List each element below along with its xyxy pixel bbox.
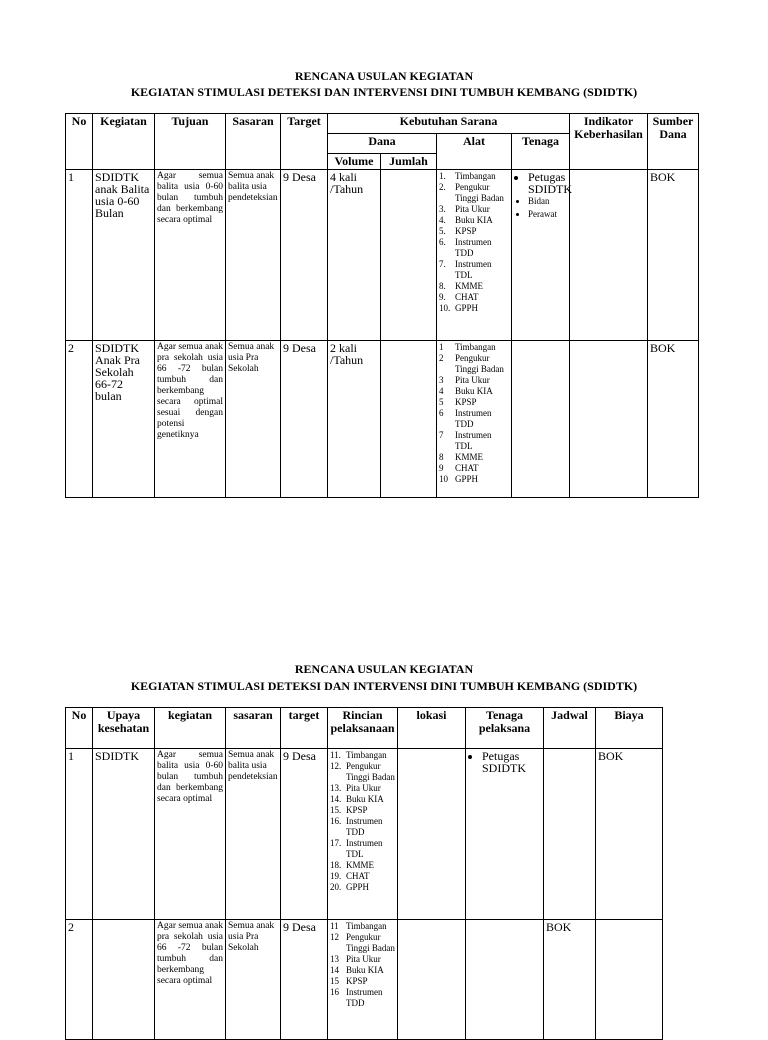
list-text: Pita Ukur (346, 954, 381, 964)
list-item (330, 882, 395, 893)
list-number: 5. (439, 226, 446, 236)
row-alat (437, 341, 512, 498)
list-item (330, 761, 395, 783)
list-text: Timbangan (346, 750, 387, 760)
list-item (439, 386, 509, 397)
row-sumber: BOK (648, 341, 699, 498)
list-item (439, 182, 509, 204)
row-sasaran: Semua anak usia Pra Sekolah (226, 920, 281, 1040)
row-rincian (328, 920, 398, 1040)
list-number: 9. (439, 292, 446, 302)
list-text: KPSP (346, 805, 368, 815)
doc-title-2: RENCANA USULAN KEGIATAN (294, 662, 474, 676)
header-volume: Volume (328, 154, 381, 170)
list-text: Pengukur Tinggi Badan (346, 932, 395, 953)
header-jumlah: Jumlah (381, 154, 437, 170)
list-item (330, 871, 395, 882)
list-number: 10 (439, 474, 448, 484)
list-item: • Petugas SDIDTK (528, 171, 567, 195)
list-text: Pengukur Tinggi Badan (455, 353, 504, 374)
list-item (439, 430, 509, 452)
list-number: 4 (439, 386, 444, 396)
doc-subtitle-1: KEGIATAN STIMULASI DETEKSI DAN INTERVENSI DINI TUMBUH KEMBANG (SDIDTK) (130, 85, 638, 99)
list-text: KMME (346, 860, 375, 870)
row-indikator (570, 170, 648, 341)
row-kegiatan: SDIDTK anak Balita usia 0-60 Bulan (93, 170, 155, 341)
list-item (439, 397, 509, 408)
list-text: Pita Ukur (455, 204, 490, 214)
alat-list (439, 171, 509, 314)
row-volume: 4 kali /Tahun (328, 170, 381, 341)
row-sumber: BOK (648, 170, 699, 341)
list-text: GPPH (455, 474, 479, 484)
list-text: Instrumen TDL (346, 838, 383, 859)
header-no: No (66, 114, 93, 170)
list-number: 7. (439, 259, 446, 269)
row-biaya: BOK (596, 749, 663, 920)
header-upaya: Upaya kesehatan (93, 708, 155, 749)
row-lokasi (398, 749, 466, 920)
table-row (66, 170, 699, 341)
list-number: 11 (330, 921, 339, 931)
header-tujuan: Tujuan (155, 114, 226, 170)
list-text: Pita Ukur (455, 375, 490, 385)
list-number: 5 (439, 397, 444, 407)
list-number: 16. (330, 816, 342, 826)
header-sasaran: Sasaran (226, 114, 281, 170)
list-item (439, 474, 509, 485)
header-target: target (281, 708, 328, 749)
list-text: GPPH (455, 303, 479, 313)
list-text: GPPH (346, 882, 370, 892)
row-target: 9 Desa (281, 749, 328, 920)
row-upaya: SDIDTK (93, 749, 155, 920)
list-number: 1. (439, 171, 446, 181)
list-item (439, 408, 509, 430)
list-number: 3. (439, 204, 446, 214)
tenaga-list (514, 170, 572, 221)
list-text: Instrumen TDD (455, 237, 492, 258)
list-number: 4. (439, 215, 446, 225)
list-item (330, 805, 395, 816)
list-item: • Bidan (528, 195, 567, 208)
header-sasaran: sasaran (226, 708, 281, 749)
list-number: 2 (439, 353, 444, 363)
header-dana: Dana (328, 134, 437, 154)
list-text: KPSP (455, 397, 477, 407)
header-rincian: Rincian pelaksanaan (328, 708, 398, 749)
list-item (439, 171, 509, 182)
row-upaya (93, 920, 155, 1040)
list-number: 9 (439, 463, 444, 473)
list-text: Pengukur Tinggi Badan (346, 761, 395, 782)
list-item (330, 932, 395, 954)
list-number: 6 (439, 408, 444, 418)
list-text: Buku KIA (455, 386, 493, 396)
list-number: 19. (330, 871, 342, 881)
list-item (439, 452, 509, 463)
header-kegiatan: Kegiatan (93, 114, 155, 170)
header-indikator: Indikator Keberhasilan (570, 114, 648, 170)
row-no: 2 (66, 341, 93, 498)
list-item (330, 965, 395, 976)
list-item (439, 303, 509, 314)
list-number: 14 (330, 965, 339, 975)
row-biaya (596, 920, 663, 1040)
list-number: 11. (330, 750, 341, 760)
doc-subtitle-2: KEGIATAN STIMULASI DETEKSI DAN INTERVENSI DINI TUMBUH KEMBANG (SDIDTK) (130, 679, 638, 693)
row-indikator (570, 341, 648, 498)
list-text: Buku KIA (346, 965, 384, 975)
list-number: 15. (330, 805, 342, 815)
header-no: No (66, 708, 93, 749)
rincian-list (330, 750, 395, 893)
header-kegiatan: kegiatan (155, 708, 226, 749)
row-tujuan: Agar semua anak pra sekolah usia 66 -72 bulan tumbuh dan berkembang secara optimal sesuai dengan potensi genetiknya (155, 341, 226, 498)
row-sasaran: Semua anak balita usia pendeteksian (226, 749, 281, 920)
list-number: 7 (439, 430, 444, 440)
list-item (439, 237, 509, 259)
list-number: 12. (330, 761, 342, 771)
list-item: • Perawat (528, 208, 567, 221)
header-sumber-dana: Sumber Dana (648, 114, 699, 170)
row-tujuan: Agar semua balita usia 0-60 bulan tumbuh dan berkembang secara optimal (155, 170, 226, 341)
rencana-table-2 (65, 707, 663, 1040)
list-text: CHAT (455, 292, 479, 302)
list-text: Instrumen TDL (455, 259, 492, 280)
header-biaya: Biaya (596, 708, 663, 749)
list-number: 6. (439, 237, 446, 247)
list-item (439, 353, 509, 375)
list-number: 2. (439, 182, 446, 192)
list-item (330, 954, 395, 965)
list-number: 16 (330, 987, 339, 997)
row-lokasi (398, 920, 466, 1040)
list-text: Instrumen TDL (455, 430, 492, 451)
row-rincian (328, 749, 398, 920)
list-text: Buku KIA (455, 215, 493, 225)
header-kebutuhan-sarana: Kebutuhan Sarana (328, 114, 570, 134)
table-row (66, 749, 663, 920)
list-text: KMME (455, 281, 484, 291)
list-text: CHAT (346, 871, 370, 881)
row-jumlah (381, 341, 437, 498)
list-text: Timbangan (455, 171, 496, 181)
list-number: 8 (439, 452, 444, 462)
list-number: 17. (330, 838, 342, 848)
row-jadwal (544, 749, 596, 920)
list-item (330, 860, 395, 871)
list-item (330, 987, 395, 1009)
list-text: KPSP (346, 976, 368, 986)
list-item (439, 375, 509, 386)
row-sasaran: Semua anak usia Pra Sekolah (226, 341, 281, 498)
row-tenaga (466, 749, 544, 920)
row-no: 1 (66, 749, 93, 920)
list-text: KMME (455, 452, 484, 462)
table-row (66, 341, 699, 498)
row-target: 9 Desa (281, 341, 328, 498)
row-target: 9 Desa (281, 920, 328, 1040)
list-number: 10. (439, 303, 451, 313)
list-number: 1 (439, 342, 444, 352)
list-item (330, 976, 395, 987)
rencana-table-1 (65, 113, 699, 498)
list-text: CHAT (455, 463, 479, 473)
row-kegiatan: Agar semua anak pra sekolah usia 66 -72 bulan tumbuh dan berkembang secara optimal (155, 920, 226, 1040)
list-number: 13 (330, 954, 339, 964)
list-item (330, 838, 395, 860)
list-item (330, 783, 395, 794)
row-no: 1 (66, 170, 93, 341)
list-text: Pita Ukur (346, 783, 381, 793)
list-item (330, 816, 395, 838)
list-item (330, 794, 395, 805)
row-kegiatan: Agar semua balita usia 0-60 bulan tumbuh dan berkembang secara optimal (155, 749, 226, 920)
list-number: 12 (330, 932, 339, 942)
alat-list (439, 342, 509, 485)
row-jadwal: BOK (544, 920, 596, 1040)
header-tenaga: Tenaga (512, 134, 570, 170)
list-item (439, 281, 509, 292)
list-number: 15 (330, 976, 339, 986)
row-sasaran: Semua anak balita usia pendeteksian (226, 170, 281, 341)
row-jumlah (381, 170, 437, 341)
list-number: 18. (330, 860, 342, 870)
list-text: Timbangan (455, 342, 496, 352)
row-tenaga (512, 341, 570, 498)
list-item: • Petugas SDIDTK (482, 750, 541, 774)
list-item (439, 463, 509, 474)
row-target: 9 Desa (281, 170, 328, 341)
list-text: Instrumen TDD (455, 408, 492, 429)
list-text: Pengukur Tinggi Badan (455, 182, 504, 203)
list-number: 3 (439, 375, 444, 385)
list-text: Buku KIA (346, 794, 384, 804)
list-text: Timbangan (346, 921, 387, 931)
list-item (439, 226, 509, 237)
list-number: 8. (439, 281, 446, 291)
doc-title-1: RENCANA USULAN KEGIATAN (294, 69, 474, 83)
row-volume: 2 kali /Tahun (328, 341, 381, 498)
header-lokasi: lokasi (398, 708, 466, 749)
list-number: 14. (330, 794, 342, 804)
row-alat (437, 170, 512, 341)
list-text: Instrumen TDD (346, 987, 383, 1008)
list-text: KPSP (455, 226, 477, 236)
header-jadwal: Jadwal (544, 708, 596, 749)
list-item (330, 921, 395, 932)
list-item (439, 292, 509, 303)
list-number: 20. (330, 882, 342, 892)
rincian-list (330, 921, 395, 1009)
list-text: Instrumen TDD (346, 816, 383, 837)
list-item (439, 259, 509, 281)
list-number: 13. (330, 783, 342, 793)
row-tenaga (466, 920, 544, 1040)
row-kegiatan: SDIDTK Anak Pra Sekolah 66-72 bulan (93, 341, 155, 498)
list-item (439, 215, 509, 226)
row-no: 2 (66, 920, 93, 1040)
row-tenaga (512, 170, 570, 341)
tenaga-list (468, 750, 541, 774)
header-target: Target (281, 114, 328, 170)
header-alat: Alat (437, 134, 512, 170)
list-item (439, 342, 509, 353)
header-tenaga: Tenaga pelaksana (466, 708, 544, 749)
table-row (66, 920, 663, 1040)
list-item (439, 204, 509, 215)
list-item (330, 750, 395, 761)
